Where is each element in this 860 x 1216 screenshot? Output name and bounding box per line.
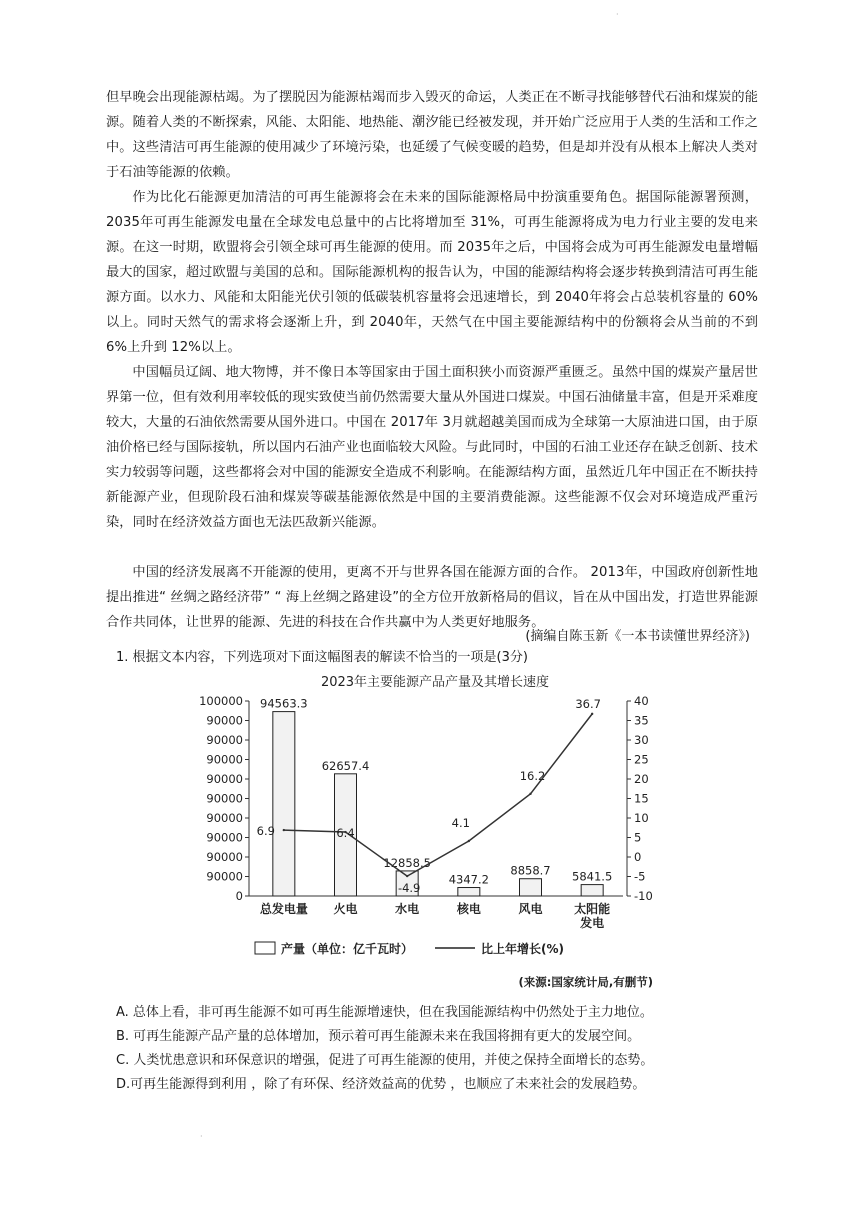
legend-bar-swatch [255,942,275,954]
left-tick-label: 90000 [206,850,243,864]
right-tick-label: 30 [634,733,649,747]
bar-label: 4347.2 [448,872,489,887]
article-paragraph-4: 中国的经济发展离不开能源的使用，更离不开与世界各国在能源方面的合作。 2013年，中国政府创新性地提出推进“ 丝绸之路经济带” “ 海上丝绸之路建设”的全方位开放新格局的倡议，旨在从中国出发，打造世界能源合作共同体，让世界的能源、先进的科技在合作共赢中为人类更好地服务。 [106,565,758,630]
left-tick-label: 90000 [206,830,243,845]
article-paragraph-2: 作为比化石能源更加清洁的可再生能源将会在未来的国际能源格局中扮演重要角色。据国际能源署预测，2035年可再生能源发电量在全球发电总量中的占比将增加至 31%，可再生能源将成为电力行业主要的发电来源。在这一时期，欧盟将会引领全球可再生能源的使用。而 2035年之后，中国将会成为可再生能源发电量增幅最大的国家，超过欧盟与美国的总和。国际能源机构的报告认为，中国的能源结构将会逐步转换到清洁可再生能源方面。以水力、风能和太阳能光伏引领的低碳装机容量将会迅速增长，到 2040年将会占总装机容量的 60%以上。同时天然气的需求将会逐渐上升，到 2040年，天然气在中国主要能源结构中的份额将会从当前的不到 6%上升到 12%以上。 [106,190,758,355]
growth-label: 16.2 [519,768,546,783]
bar-label: 8858.7 [510,863,551,878]
article-source: (摘编自陈玉新《一本书读懂世界经济》) [525,629,750,644]
category-label: 核电 [456,902,481,916]
legend-line-label: 比上年增长(%) [481,942,564,956]
category-label: 火电 [333,902,358,916]
option-b: B. 可再生能源产品产量的总体增加，预示着可再生能源未来在我国将拥有更大的发展空间。 [116,1029,641,1044]
right-tick-label: -5 [634,869,646,884]
right-tick-label: 10 [634,811,649,825]
article-paragraph-3: 中国幅员辽阔、地大物博，并不像日本等国家由于国土面积狭小而资源严重匮乏。虽然中国的煤炭产量居世界第一位，但有效利用率较低的现实致使当前仍然需要大量从外国进口煤炭。中国石油储量丰富，但是开采难度较大，大量的石油依然需要从国外进口。中国在 2017年 3月就超越美国而成为全球第一大原油进口国，由于原油价格已经与国际接轨，所以国内石油产业也面临较大风险。与此同时，中国的石油工业还存在缺乏创新、技术实力较弱等问题，这些都将会对中国的能源安全造成不利影响。在能源结构方面，虽然近几年中国正在不断扶持新能源产业，但现阶段石油和煤炭等碳基能源依然是中国的主要消费能源。这些能源不仅会对环境造成严重污染，同时在经济效益方面也无法匹敌新兴能源。 [106,365,758,530]
right-tick-label: 15 [634,791,649,806]
left-tick-label: 90000 [206,733,243,747]
chart-title: 2023年主要能源产品产量及其增长速度 [320,675,550,690]
bar-5 [581,885,603,896]
growth-line [284,714,592,876]
energy-chart [175,668,695,996]
left-tick-label: 100000 [199,694,243,708]
bar-4 [520,879,542,896]
growth-point [283,829,285,831]
bar-label: 12858.5 [383,855,431,870]
right-tick-label: 5 [634,830,642,845]
right-tick-label: 40 [634,694,649,708]
category-label: 总发电量 [259,902,308,916]
article-paragraph-1: 但早晚会出现能源枯竭。为了摆脱因为能源枯竭而步入毁灭的命运，人类正在不断寻找能够替代石油和煤炭的能源。随着人类的不断探索，风能、太阳能、地热能、潮汐能已经被发现，并开始广泛应用于人类的生活和工作之中。这些清洁可再生能源的使用减少了环境污染，也延缓了气候变暖的趋势，但是却并没有从根本上解决人类对于石油等能源的依赖。 [106,90,758,180]
category-label: 太阳能 [574,902,611,916]
left-tick-label: 90000 [206,811,243,825]
question-stem: 1. 根据文本内容，下列选项对下面这幅图表的解读不恰当的一项是(3分) [116,650,528,665]
left-tick-label: 90000 [206,713,243,728]
growth-point [529,793,531,795]
bar-label: 94563.3 [260,696,308,711]
growth-point [468,840,470,842]
bar-3 [458,888,480,896]
growth-label: 6.4 [336,826,355,841]
category-label: 水电 [395,902,420,916]
right-tick-label: 25 [634,752,649,767]
left-tick-label: 90000 [206,752,243,767]
bar-label: 5841.5 [572,869,613,884]
chart-source-note: (来源:国家统计局,有删节) [518,975,653,989]
growth-label: 6.9 [256,824,275,839]
chart-bars [260,697,612,896]
growth-point [591,713,593,715]
scan-dot: · [200,1132,203,1141]
option-a: A. 总体上看，非可再生能源不如可再生能源增速快，但在我国能源结构中仍然处于主力地位。 [116,1005,653,1020]
growth-label: 4.1 [451,816,470,831]
growth-label: -4.9 [397,881,421,896]
left-tick-label: 0 [235,889,243,903]
left-tick-label: 90000 [206,791,243,806]
category-label: 风电 [518,902,543,916]
option-c: C. 人类忧患意识和环保意识的增强，促进了可再生能源的使用，并使之保持全面增长的态势。 [116,1053,654,1068]
legend-bar-label: 产量（单位：亿千瓦时） [281,942,414,956]
category-label: 发电 [580,916,605,930]
right-tick-label: -10 [634,889,653,903]
left-tick-label: 90000 [206,772,243,786]
left-tick-label: 90000 [206,869,243,884]
scan-dot: · [616,10,619,19]
bar-label: 62657.4 [321,758,370,773]
growth-point [406,875,408,877]
right-tick-label: 35 [634,713,649,728]
chart-legend [255,941,564,956]
right-tick-label: 20 [634,772,649,786]
right-tick-label: 0 [634,850,642,864]
growth-label: 36.7 [575,696,601,711]
bar-0 [273,712,295,896]
option-d: D.可再生能源得到利用 ，除了有环保、经济效益高的优势 ，也顺应了未来社会的发展趋势。 [116,1077,646,1092]
